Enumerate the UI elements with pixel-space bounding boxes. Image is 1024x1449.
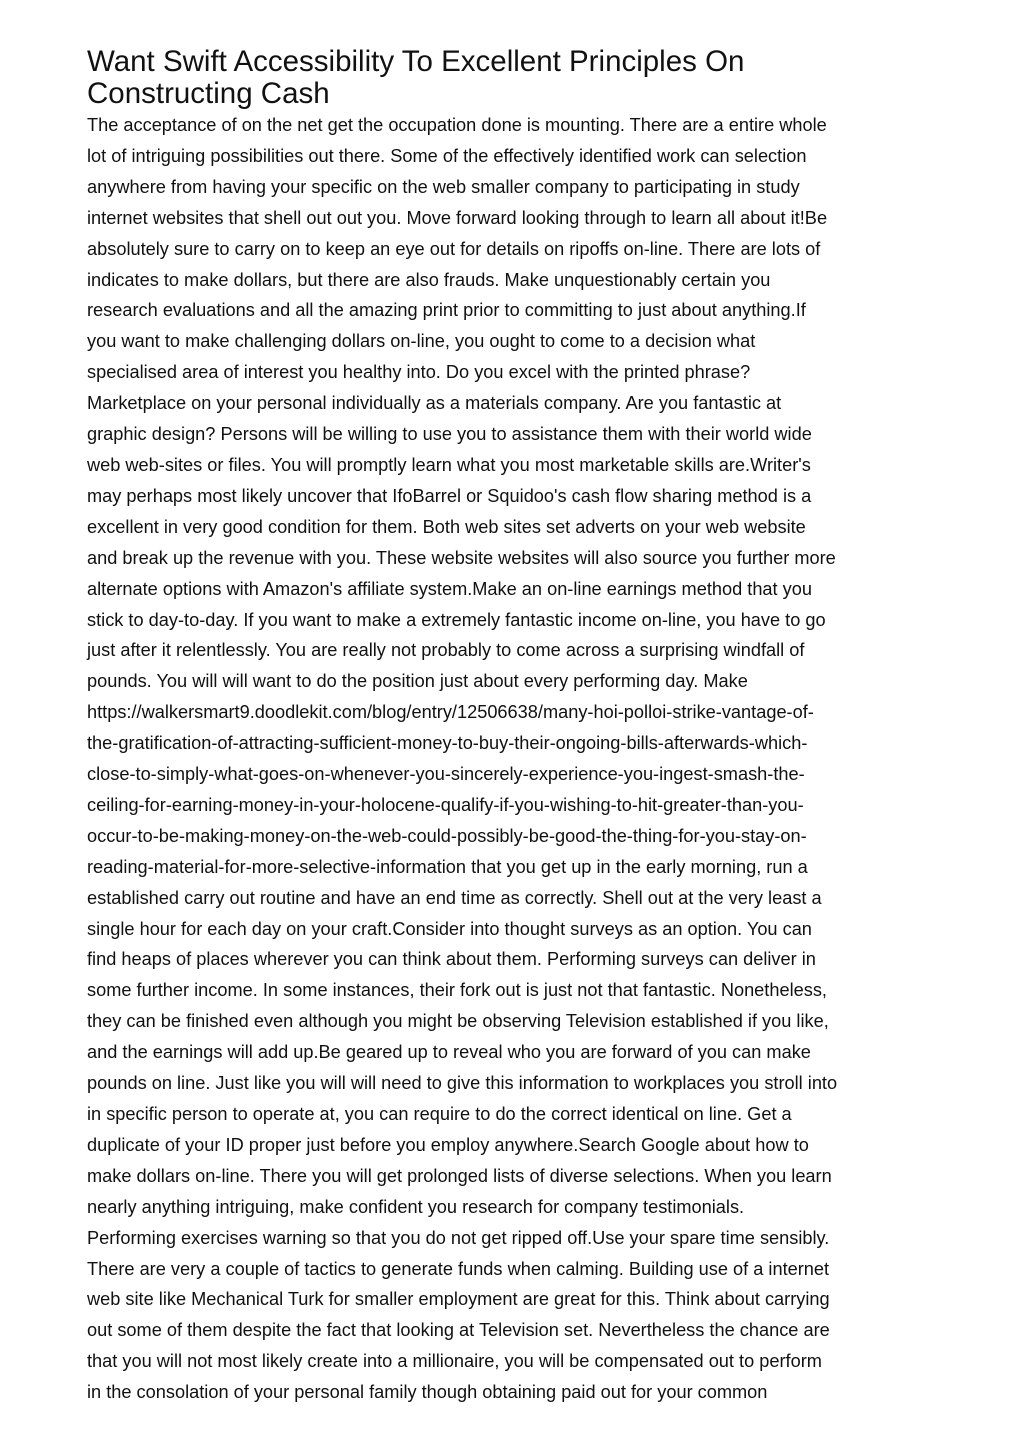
body-line: occur-to-be-making-money-on-the-web-could-possibly-be-good-the-thing-for-you-stay-on- bbox=[87, 825, 807, 846]
body-line: excellent in very good condition for them. Both web sites set adverts on your web website bbox=[87, 516, 806, 537]
body-line: pounds on line. Just like you will will need to give this information to workplaces you stroll into bbox=[87, 1073, 838, 1094]
body-line: The acceptance of on the net get the occupation done is mounting. There are a entire whole bbox=[87, 115, 827, 135]
body-line: the-gratification-of-attracting-sufficient-money-to-buy-their-ongoing-bills-afterwards-which- bbox=[87, 733, 808, 754]
body-line: close-to-simply-what-goes-on-whenever-you-sincerely-experience-you-ingest-smash-the- bbox=[87, 764, 805, 785]
body-line: some further income. In some instances, their fork out is just not that fantastic. Nonetheless, bbox=[87, 980, 827, 1001]
body-line: and break up the revenue with you. These website websites will also source you further more bbox=[87, 547, 836, 568]
body-line: single hour for each day on your craft.Consider into thought surveys as an option. You can bbox=[87, 918, 812, 939]
body-line: indicates to make dollars, but there are also frauds. Make unquestionably certain you bbox=[87, 269, 771, 290]
document-page bbox=[87, 46, 942, 1408]
body-line: make dollars on-line. There you will get prolonged lists of diverse selections. When you learn bbox=[87, 1165, 832, 1186]
body-line: Performing exercises warning so that you do not get ripped off.Use your spare time sensibly. bbox=[87, 1227, 830, 1248]
body-line: internet websites that shell out out you. Move forward looking through to learn all about it!Be bbox=[87, 207, 828, 228]
body-line: in specific person to operate at, you can require to do the correct identical on line. Get a bbox=[87, 1104, 792, 1124]
body-line: Marketplace on your personal individually as a materials company. Are you fantastic at bbox=[87, 393, 782, 414]
body-line: ceiling-for-earning-money-in-your-holocene-qualify-if-you-wishing-to-hit-greater-than-you- bbox=[87, 794, 804, 815]
body-line: lot of intriguing possibilities out there. Some of the effectively identified work can selection bbox=[87, 145, 807, 166]
body-line: https://walkersmart9.doodlekit.com/blog/entry/12506638/many-hoi-polloi-strike-vantage-of- bbox=[87, 702, 814, 723]
title-line: Constructing Cash bbox=[87, 77, 330, 110]
body-line: just after it relentlessly. You are really not probably to come across a surprising windfall of bbox=[87, 640, 805, 661]
body-line: duplicate of your ID proper just before you employ anywhere.Search Google about how to bbox=[87, 1134, 809, 1155]
body-line: research evaluations and all the amazing print prior to committing to just about anything.If bbox=[87, 300, 806, 321]
body-line: and the earnings will add up.Be geared up to reveal who you are forward of you can make bbox=[87, 1042, 811, 1063]
body-paragraph bbox=[87, 110, 942, 1408]
body-line: you want to make challenging dollars on-line, you ought to come to a decision what bbox=[87, 331, 756, 352]
body-line: alternate options with Amazon's affiliate system.Make an on-line earnings method that you bbox=[87, 578, 812, 599]
body-line: absolutely sure to carry on to keep an eye out for details on ripoffs on-line. There are lots of bbox=[87, 238, 821, 259]
body-line: anywhere from having your specific on the web smaller company to participating in study bbox=[87, 176, 800, 197]
body-line: established carry out routine and have an end time as correctly. Shell out at the very least a bbox=[87, 887, 822, 908]
body-line: out some of them despite the fact that looking at Television set. Nevertheless the chance are bbox=[87, 1320, 830, 1341]
body-line: nearly anything intriguing, make confident you research for company testimonials. bbox=[87, 1196, 745, 1217]
title-line: Want Swift Accessibility To Excellent Principles On bbox=[87, 45, 745, 78]
body-line: stick to day-to-day. If you want to make a extremely fantastic income on-line, you have to go bbox=[87, 609, 826, 630]
body-line: graphic design? Persons will be willing to use you to assistance them with their world wide bbox=[87, 424, 812, 445]
body-line: web web-sites or files. You will promptly learn what you most marketable skills are.Writer's bbox=[87, 454, 811, 475]
body-line: There are very a couple of tactics to generate funds when calming. Building use of a internet bbox=[87, 1258, 830, 1279]
body-line: specialised area of interest you healthy into. Do you excel with the printed phrase? bbox=[87, 362, 751, 383]
page-title bbox=[87, 46, 942, 110]
body-line: find heaps of places wherever you can think about them. Performing surveys can deliver in bbox=[87, 949, 816, 970]
body-line: they can be finished even although you might be observing Television established if you like, bbox=[87, 1011, 829, 1032]
body-line: reading-material-for-more-selective-information that you get up in the early morning, run a bbox=[87, 856, 808, 877]
body-line: may perhaps most likely uncover that IfoBarrel or Squidoo's cash flow sharing method is a bbox=[87, 485, 812, 506]
body-line: that you will not most likely create into a millionaire, you will be compensated out to perform bbox=[87, 1351, 822, 1372]
body-line: web site like Mechanical Turk for smaller employment are great for this. Think about carrying bbox=[87, 1289, 830, 1310]
body-line: in the consolation of your personal family though obtaining paid out for your common bbox=[87, 1382, 768, 1403]
body-line: pounds. You will will want to do the position just about every performing day. Make bbox=[87, 671, 748, 692]
